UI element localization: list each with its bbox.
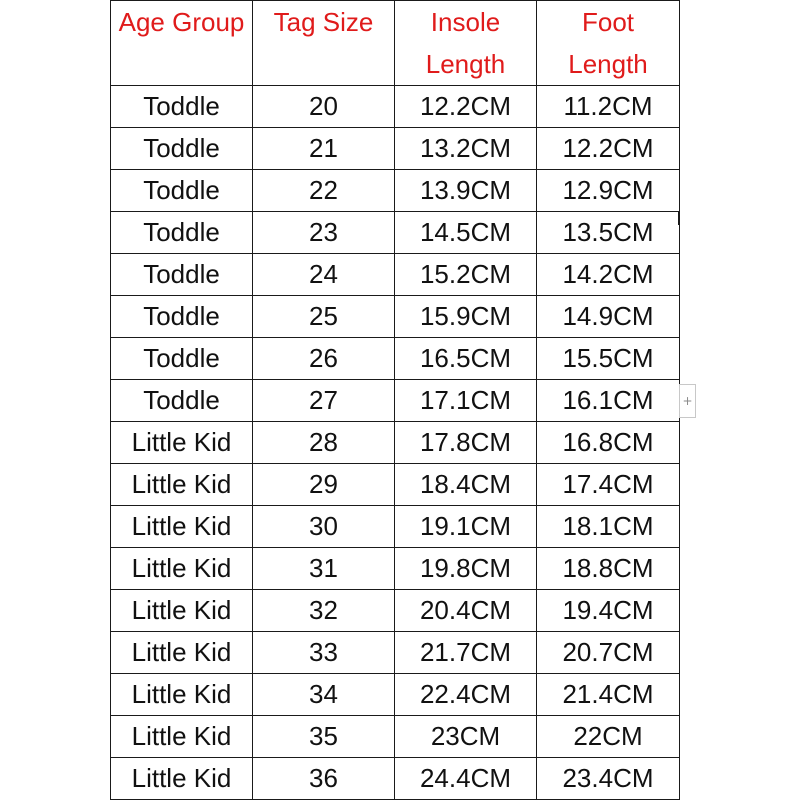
cell-foot-length: 16.8CM: [537, 422, 680, 464]
cell-tag-size: 25: [253, 296, 395, 338]
table-row: [111, 212, 680, 254]
cell-foot-length: 17.4CM: [537, 464, 680, 506]
cell-tag-size: 34: [253, 674, 395, 716]
header-row: [111, 1, 680, 86]
cell-age-group: Little Kid: [111, 758, 253, 800]
cell-foot-length: 12.2CM: [537, 128, 680, 170]
cell-age-group: Toddle: [111, 86, 253, 128]
column-edge-marker: [678, 212, 680, 225]
cell-tag-size: 23: [253, 212, 395, 254]
cell-tag-size: 21: [253, 128, 395, 170]
cell-age-group: Little Kid: [111, 590, 253, 632]
cell-age-group: Toddle: [111, 254, 253, 296]
table-row: [111, 254, 680, 296]
cell-tag-size: 35: [253, 716, 395, 758]
header-tag-size: [253, 1, 395, 86]
cell-foot-length: 23.4CM: [537, 758, 680, 800]
cell-age-group: Little Kid: [111, 422, 253, 464]
cell-age-group: Little Kid: [111, 674, 253, 716]
table-row: [111, 380, 680, 422]
cell-age-group: Little Kid: [111, 464, 253, 506]
size-table-header: [111, 1, 680, 86]
cell-tag-size: 22: [253, 170, 395, 212]
table-row: [111, 338, 680, 380]
header-label-line2: [111, 43, 252, 85]
cell-tag-size: 36: [253, 758, 395, 800]
cell-age-group: Little Kid: [111, 548, 253, 590]
table-row: [111, 296, 680, 338]
cell-tag-size: 33: [253, 632, 395, 674]
cell-age-group: Toddle: [111, 212, 253, 254]
cell-age-group: Toddle: [111, 338, 253, 380]
cell-foot-length: 14.2CM: [537, 254, 680, 296]
table-row: [111, 128, 680, 170]
cell-age-group: Toddle: [111, 380, 253, 422]
cell-insole-length: 18.4CM: [395, 464, 537, 506]
cell-insole-length: 12.2CM: [395, 86, 537, 128]
header-label: Tag Size: [273, 7, 374, 37]
add-row-button[interactable]: +: [679, 384, 696, 418]
cell-insole-length: 16.5CM: [395, 338, 537, 380]
header-label-line2: Length: [425, 49, 506, 79]
cell-foot-length: 15.5CM: [537, 338, 680, 380]
cell-age-group: Toddle: [111, 170, 253, 212]
cell-age-group: Little Kid: [111, 506, 253, 548]
cell-insole-length: 19.1CM: [395, 506, 537, 548]
table-row: [111, 86, 680, 128]
cell-insole-length: 21.7CM: [395, 632, 537, 674]
cell-tag-size: 31: [253, 548, 395, 590]
header-label: Insole: [430, 7, 501, 37]
cell-insole-length: 13.9CM: [395, 170, 537, 212]
header-label-line2: [253, 43, 394, 85]
cell-insole-length: 13.2CM: [395, 128, 537, 170]
header-label: Age Group: [118, 7, 245, 37]
table-row: [111, 590, 680, 632]
cell-age-group: Toddle: [111, 128, 253, 170]
cell-foot-length: 18.8CM: [537, 548, 680, 590]
header-label-line2: Length: [568, 49, 648, 79]
cell-tag-size: 20: [253, 86, 395, 128]
header-age-group: [111, 1, 253, 86]
table-row: [111, 422, 680, 464]
table-row: [111, 548, 680, 590]
header-foot-length: [537, 1, 680, 86]
size-table-body: [111, 86, 680, 800]
cell-insole-length: 14.5CM: [395, 212, 537, 254]
table-row: [111, 464, 680, 506]
cell-tag-size: 26: [253, 338, 395, 380]
cell-tag-size: 30: [253, 506, 395, 548]
table-row: [111, 716, 680, 758]
table-row: [111, 758, 680, 800]
cell-tag-size: 24: [253, 254, 395, 296]
cell-age-group: Little Kid: [111, 632, 253, 674]
size-table: [110, 0, 680, 800]
cell-insole-length: 23CM: [395, 716, 537, 758]
cell-tag-size: 32: [253, 590, 395, 632]
cell-foot-length: 19.4CM: [537, 590, 680, 632]
cell-tag-size: 29: [253, 464, 395, 506]
cell-insole-length: 15.2CM: [395, 254, 537, 296]
cell-foot-length: 18.1CM: [537, 506, 680, 548]
cell-insole-length: 24.4CM: [395, 758, 537, 800]
cell-foot-length: 13.5CM: [537, 212, 680, 254]
cell-age-group: Toddle: [111, 296, 253, 338]
cell-tag-size: 27: [253, 380, 395, 422]
header-insole-length: [395, 1, 537, 86]
table-row: [111, 632, 680, 674]
cell-foot-length: 16.1CM: [537, 380, 680, 422]
cell-insole-length: 15.9CM: [395, 296, 537, 338]
cell-insole-length: 19.8CM: [395, 548, 537, 590]
cell-insole-length: 17.1CM: [395, 380, 537, 422]
cell-insole-length: 17.8CM: [395, 422, 537, 464]
cell-foot-length: 21.4CM: [537, 674, 680, 716]
cell-foot-length: 14.9CM: [537, 296, 680, 338]
table-row: [111, 674, 680, 716]
cell-tag-size: 28: [253, 422, 395, 464]
header-label: Foot: [581, 7, 635, 37]
cell-age-group: Little Kid: [111, 716, 253, 758]
cell-foot-length: 12.9CM: [537, 170, 680, 212]
cell-insole-length: 20.4CM: [395, 590, 537, 632]
cell-foot-length: 22CM: [537, 716, 680, 758]
cell-insole-length: 22.4CM: [395, 674, 537, 716]
cell-foot-length: 11.2CM: [537, 86, 680, 128]
cell-foot-length: 20.7CM: [537, 632, 680, 674]
table-row: [111, 506, 680, 548]
table-row: [111, 170, 680, 212]
